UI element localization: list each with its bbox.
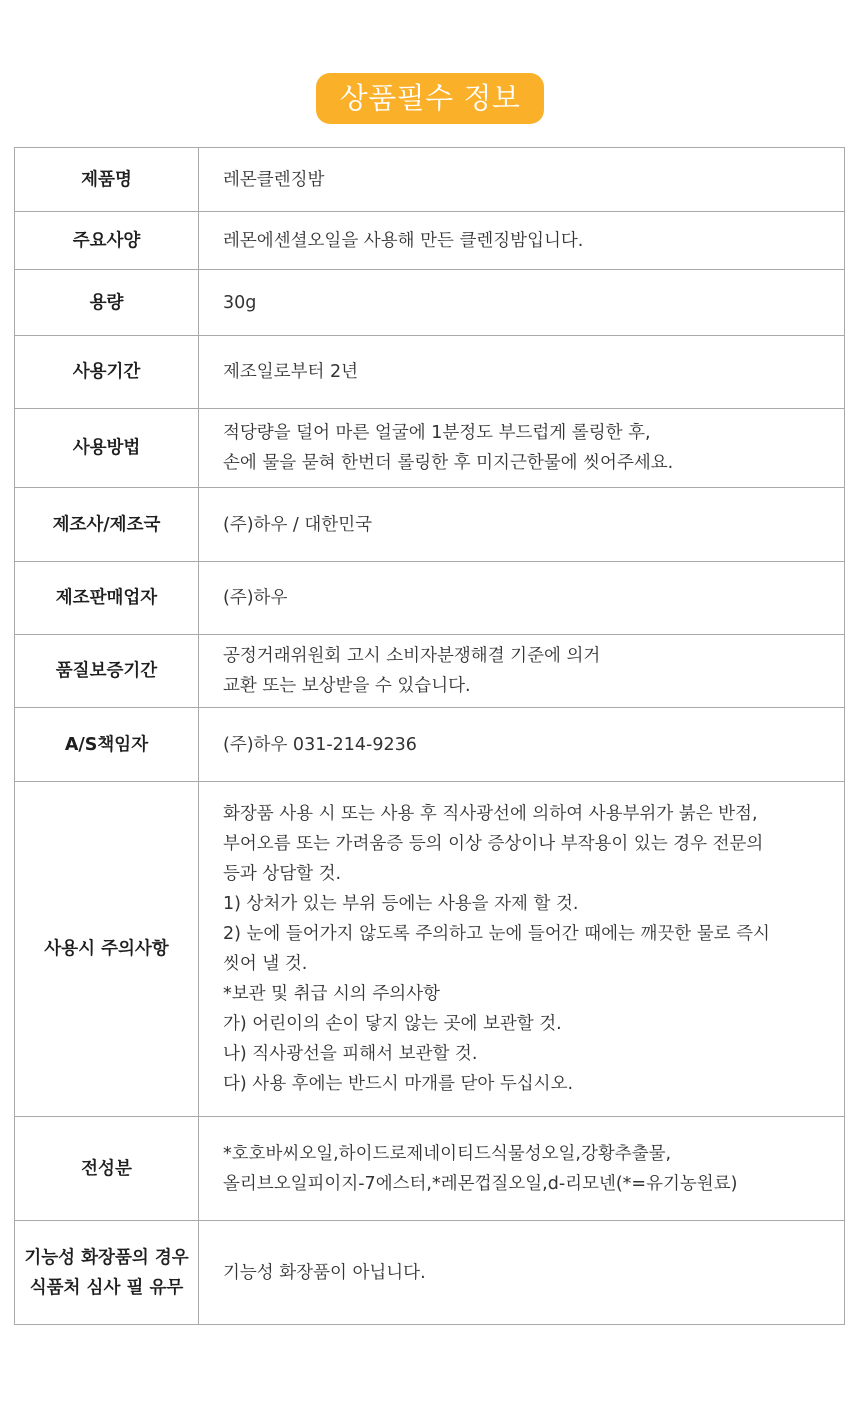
row-label-line: 사용방법 [72,438,141,458]
row-value-line: 레몬에센셜오일을 사용해 만든 클렌징밤입니다. [223,230,584,251]
row-value-line: 교환 또는 보상받을 수 있습니다. [223,676,471,696]
row-value [199,1117,845,1221]
section-title-badge [316,73,544,124]
info-row [15,270,845,336]
info-row [15,708,845,782]
row-value-line: 2) 눈에 들어가지 않도록 주의하고 눈에 들어간 때에는 깨끗한 물로 즉시 [223,924,770,944]
row-label-line: 주요사양 [72,230,141,251]
row-label [15,708,199,782]
row-label [15,562,199,635]
info-row [15,148,845,212]
row-value [199,488,845,562]
row-label-line: A/S책임자 [64,734,149,755]
row-label-line: 제조사/제조국 [52,514,161,535]
row-label [15,148,199,212]
row-label-line: 사용시 주의사항 [44,939,169,959]
row-value [199,270,845,336]
row-value-line: 씻어 낼 것. [223,954,308,974]
row-value-line: 나) 직사광선을 피해서 보관할 것. [223,1044,478,1064]
row-value [199,1221,845,1325]
row-value-line: *호호바씨오일,하이드로제네이티드식물성오일,강황추출물, [223,1143,672,1164]
row-label [15,336,199,409]
info-row [15,336,845,409]
row-value [199,562,845,635]
row-value-line: (주)하우 / 대한민국 [223,514,373,535]
row-label [15,782,199,1117]
row-value-line: 가) 어린이의 손이 닿지 않는 곳에 보관할 것. [223,1014,562,1034]
row-value [199,782,845,1117]
row-value [199,336,845,409]
row-label [15,212,199,270]
row-label [15,488,199,562]
info-row [15,409,845,488]
row-value [199,212,845,270]
row-label-line: 품질보증기간 [55,661,158,681]
info-row [15,562,845,635]
row-value-line: 올리브오일피이지-7에스터,*레몬껍질오일,d-리모넨(*=유기농원료) [223,1173,738,1194]
row-value-line: 화장품 사용 시 또는 사용 후 직사광선에 의하여 사용부위가 붉은 반점, [223,804,758,824]
row-value [199,409,845,488]
row-label-line: 제품명 [81,169,132,190]
row-value [199,148,845,212]
row-value-line: 공정거래위원회 고시 소비자분쟁해결 기준에 의거 [223,646,601,666]
row-label-line: 사용기간 [72,362,141,382]
info-row [15,488,845,562]
info-row [15,1117,845,1221]
row-value-line: 부어오름 또는 가려움증 등의 이상 증상이나 부작용이 있는 경우 전문의 [223,834,764,854]
row-label-line: 제조판매업자 [55,588,158,608]
info-row [15,212,845,270]
row-label [15,1117,199,1221]
row-label [15,1221,199,1325]
row-label [15,635,199,708]
row-value-line: 적당량을 덜어 마른 얼굴에 1분정도 부드럽게 롤링한 후, [223,423,651,443]
row-label [15,409,199,488]
product-info-table [14,147,845,1325]
row-value-line: 기능성 화장품이 아닙니다. [223,1262,426,1283]
row-value-line: (주)하우 [223,588,288,608]
row-value-line: 30g [223,292,257,313]
row-value [199,635,845,708]
row-value-line: 등과 상담할 것. [223,864,342,884]
row-label-line: 기능성 화장품의 경우 [24,1247,189,1268]
info-row [15,1221,845,1325]
row-label-line: 전성분 [81,1158,132,1179]
row-label-line: 식품처 심사 필 유무 [29,1277,184,1298]
section-title: 상품필수 정보 [339,81,521,115]
row-label [15,270,199,336]
row-value-line: 손에 물을 묻혀 한번더 롤링한 후 미지근한물에 씻어주세요. [223,453,674,473]
row-value-line: (주)하우 031-214-9236 [223,734,417,755]
row-label-line: 용량 [89,292,124,313]
row-value-line: 제조일로부터 2년 [223,362,359,382]
row-value-line: 레몬클렌징밤 [223,169,325,190]
row-value-line: 다) 사용 후에는 반드시 마개를 닫아 두십시오. [223,1074,574,1094]
info-row [15,782,845,1117]
row-value-line: *보관 및 취급 시의 주의사항 [223,984,440,1004]
row-value [199,708,845,782]
row-value-line: 1) 상처가 있는 부위 등에는 사용을 자제 할 것. [223,894,579,914]
info-row [15,635,845,708]
